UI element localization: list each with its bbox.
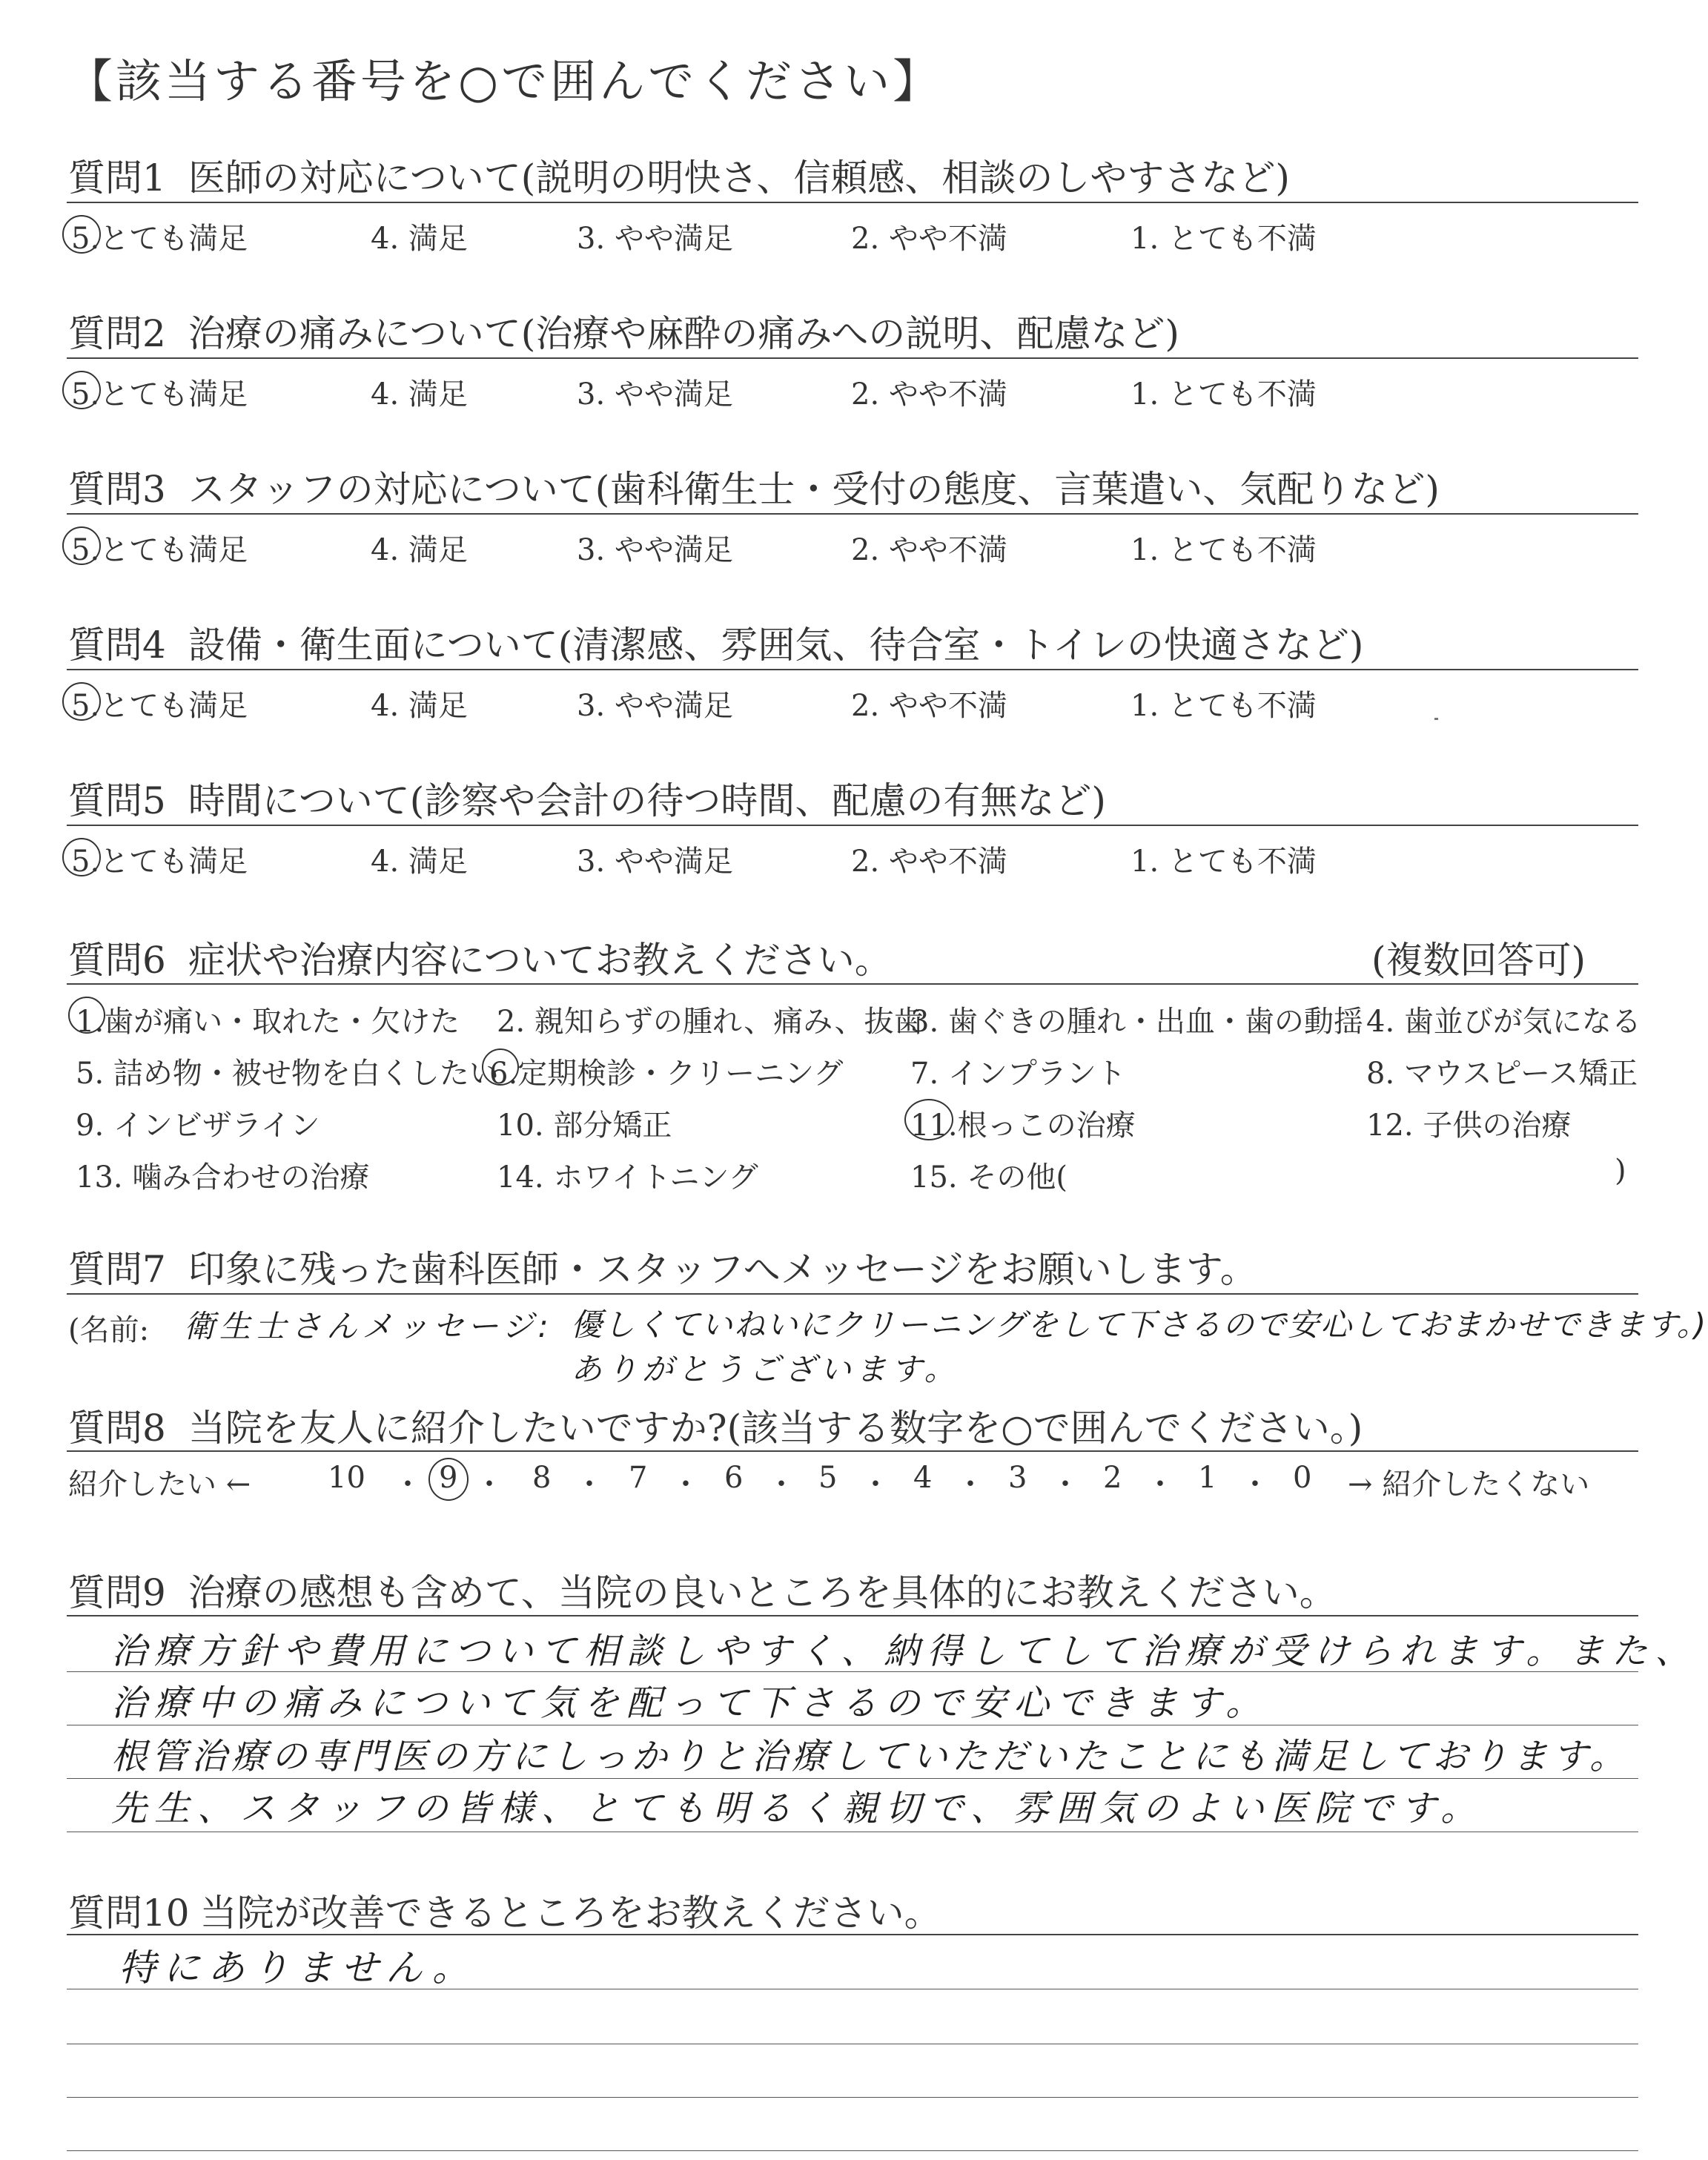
q1-option-1[interactable]: 1. とても不満 [1131,222,1317,256]
q1-option-3[interactable]: 3. やや満足 [577,222,733,256]
question-6 [68,931,892,984]
question-8-rule [67,1450,1638,1452]
answer-line-rule [67,2097,1638,2098]
q8-separator: ・ [575,1467,604,1502]
q7-name-value[interactable]: 衛生士さんメッセージ: [184,1308,553,1344]
q8-separator: ・ [1050,1467,1080,1502]
q6-option-11[interactable]: 11.根っこの治療 [910,1109,1136,1143]
question-6-number: 質問6 [68,939,166,982]
q6-option-6[interactable]: 6.定期検診・クリーニング [489,1057,844,1091]
question-5 [68,771,1106,825]
question-7-text: 印象に残った歯科医師・スタッフへメッセージをお願いします。 [188,1248,1257,1291]
q8-separator: ・ [1145,1467,1175,1502]
q2-option-1[interactable]: 1. とても不満 [1131,377,1317,412]
q8-scale-3[interactable]: 3 [1008,1461,1027,1495]
question-7-rule [67,1293,1638,1295]
q1-option-5[interactable]: 5.とても満足 [71,222,248,256]
q6-option-3[interactable]: 3. 歯ぐきの腫れ・出血・歯の動揺 [910,1005,1363,1039]
question-4-number: 質問4 [68,624,166,667]
q6-option-15-close: ) [1615,1154,1626,1188]
q6-option-1[interactable]: 1.歯が痛い・取れた・欠けた [76,1005,460,1039]
q6-option-7[interactable]: 7. インプラント [910,1057,1126,1091]
q4-option-2[interactable]: 2. やや不満 [851,689,1007,723]
question-4 [68,615,1363,669]
question-8-number: 質問8 [68,1407,166,1450]
q8-separator: ・ [671,1467,701,1502]
q8-left-label: 紹介したい ← [68,1467,251,1502]
question-2-rule [67,357,1638,359]
question-9 [68,1563,1337,1616]
question-5-number: 質問5 [68,779,166,822]
q8-scale-4[interactable]: 4 [913,1461,933,1495]
q7-message-line-1[interactable]: 優しくていねいにクリーニングをして下さるので安心しておまかせできます。) [571,1307,1708,1343]
answer-line-rule [67,1671,1638,1672]
q6-option-5[interactable]: 5. 詰め物・被せ物を白くしたい [76,1057,499,1091]
stray-mark [1434,718,1438,720]
question-4-text: 設備・衛生面について(清潔感、雰囲気、待合室・トイレの快適さなど) [188,624,1364,667]
q3-option-4[interactable]: 4. 満足 [371,533,468,567]
question-2-number: 質問2 [68,312,166,355]
q5-option-5[interactable]: 5.とても満足 [71,845,248,879]
question-6-text: 症状や治療内容についてお教えください。 [188,939,892,982]
q4-option-4[interactable]: 4. 満足 [371,689,468,723]
q6-option-10[interactable]: 10. 部分矯正 [497,1109,672,1143]
q5-option-1[interactable]: 1. とても不満 [1131,845,1317,879]
q9-answer-line-3[interactable]: 根管治療の専門医の方にしっかりと治療していただいたことにも満足しております。 [111,1736,1630,1777]
q8-separator: ・ [861,1467,890,1502]
q5-option-3[interactable]: 3. やや満足 [577,845,733,879]
q8-scale-0[interactable]: 0 [1293,1461,1312,1495]
q2-option-3[interactable]: 3. やや満足 [577,377,733,412]
question-8 [68,1398,1363,1452]
q8-scale-10[interactable]: 10 [328,1461,365,1495]
q9-answer-line-2[interactable]: 治療中の痛みについて気を配って下さるので安心できます。 [111,1682,1269,1724]
question-1 [68,148,1290,202]
q8-scale-2[interactable]: 2 [1103,1461,1122,1495]
q1-option-2[interactable]: 2. やや不満 [851,222,1007,256]
q8-separator: ・ [956,1467,985,1502]
q2-option-2[interactable]: 2. やや不満 [851,377,1007,412]
q8-scale-5[interactable]: 5 [818,1461,838,1495]
q8-separator: ・ [474,1467,504,1502]
q6-option-8[interactable]: 8. マウスピース矯正 [1366,1057,1638,1091]
question-4-rule [67,669,1638,670]
q3-option-1[interactable]: 1. とても不満 [1131,533,1317,567]
q1-option-4[interactable]: 4. 満足 [371,222,468,256]
form-title: 【該当する番号を○で囲んでください】 [67,54,942,108]
question-6-note: (複数回答可) [1371,939,1586,982]
question-2-text: 治療の痛みについて(治療や麻酔の痛みへの説明、配慮など) [188,312,1179,355]
question-8-text: 当院を友人に紹介したいですか?(該当する数字を○で囲んでください。) [188,1407,1363,1450]
q8-scale-7[interactable]: 7 [629,1461,648,1495]
q8-separator: ・ [767,1467,796,1502]
q3-option-3[interactable]: 3. やや満足 [577,533,733,567]
q8-scale-1[interactable]: 1 [1198,1461,1217,1495]
question-10-number: 質問10 [68,1892,190,1935]
question-9-text: 治療の感想も含めて、当院の良いところを具体的にお教えください。 [188,1571,1337,1614]
question-3-rule [67,513,1638,515]
question-5-rule [67,825,1638,826]
answer-line-rule [67,1778,1638,1779]
question-2 [68,304,1179,357]
q8-separator: ・ [1240,1467,1270,1502]
q8-separator: ・ [393,1467,423,1502]
q6-option-14[interactable]: 14. ホワイトニング [497,1160,758,1195]
question-7-number: 質問7 [68,1248,166,1291]
q7-message-line-2[interactable]: ありがとうございます。 [571,1351,960,1387]
question-7 [68,1240,1257,1293]
q9-answer-line-1[interactable]: 治療方針や費用について相談しやすく、納得してして治療が受けられます。また、 [111,1631,1698,1672]
q6-option-4[interactable]: 4. 歯並びが気になる [1366,1005,1641,1039]
q6-option-13[interactable]: 13. 噛み合わせの治療 [76,1160,370,1195]
question-1-text: 医師の対応について(説明の明快さ、信頼感、相談のしやすさなど) [188,156,1290,199]
q3-option-2[interactable]: 2. やや不満 [851,533,1007,567]
question-10-text: 当院が改善できるところをお教えください。 [199,1892,941,1935]
question-10 [68,1883,941,1937]
q6-option-2[interactable]: 2. 親知らずの腫れ、痛み、抜歯 [497,1005,924,1039]
q3-option-5[interactable]: 5.とても満足 [71,533,248,567]
q2-option-4[interactable]: 4. 満足 [371,377,468,412]
question-9-number: 質問9 [68,1571,166,1614]
q4-option-3[interactable]: 3. やや満足 [577,689,733,723]
q5-option-4[interactable]: 4. 満足 [371,845,468,879]
question-3-text: スタッフの対応について(歯科衛生士・受付の態度、言葉遣い、気配りなど) [188,468,1440,511]
q4-option-1[interactable]: 1. とても不満 [1131,689,1317,723]
q7-name-label: (名前: [68,1313,150,1347]
q8-scale-6[interactable]: 6 [724,1461,744,1495]
q9-answer-line-4[interactable]: 先生、スタッフの皆様、とても明るく親切で、雰囲気のよい医院です。 [111,1788,1484,1829]
q6-option-15[interactable]: 15. その他( [910,1160,1068,1195]
q6-option-9[interactable]: 9. インビザライン [76,1109,320,1143]
q6-option-12[interactable]: 12. 子供の治療 [1366,1109,1572,1143]
q8-scale-8[interactable]: 8 [532,1461,552,1495]
answer-line-rule [67,2150,1638,2151]
q8-right-label: → 紹介したくない [1348,1467,1590,1502]
question-3-number: 質問3 [68,468,166,511]
q8-scale-9[interactable]: 9 [439,1461,458,1495]
question-6-rule [67,983,1638,985]
q10-answer-line-1[interactable]: 特にありません。 [119,1946,477,1989]
question-5-text: 時間について(診察や会計の待つ時間、配慮の有無など) [188,779,1106,822]
q4-option-5[interactable]: 5.とても満足 [71,689,248,723]
question-1-rule [67,202,1638,203]
question-9-rule [67,1615,1638,1616]
question-10-rule [67,1934,1638,1935]
question-1-number: 質問1 [68,156,166,199]
question-3 [68,460,1440,513]
q2-option-5[interactable]: 5.とても満足 [71,377,248,412]
q5-option-2[interactable]: 2. やや不満 [851,845,1007,879]
